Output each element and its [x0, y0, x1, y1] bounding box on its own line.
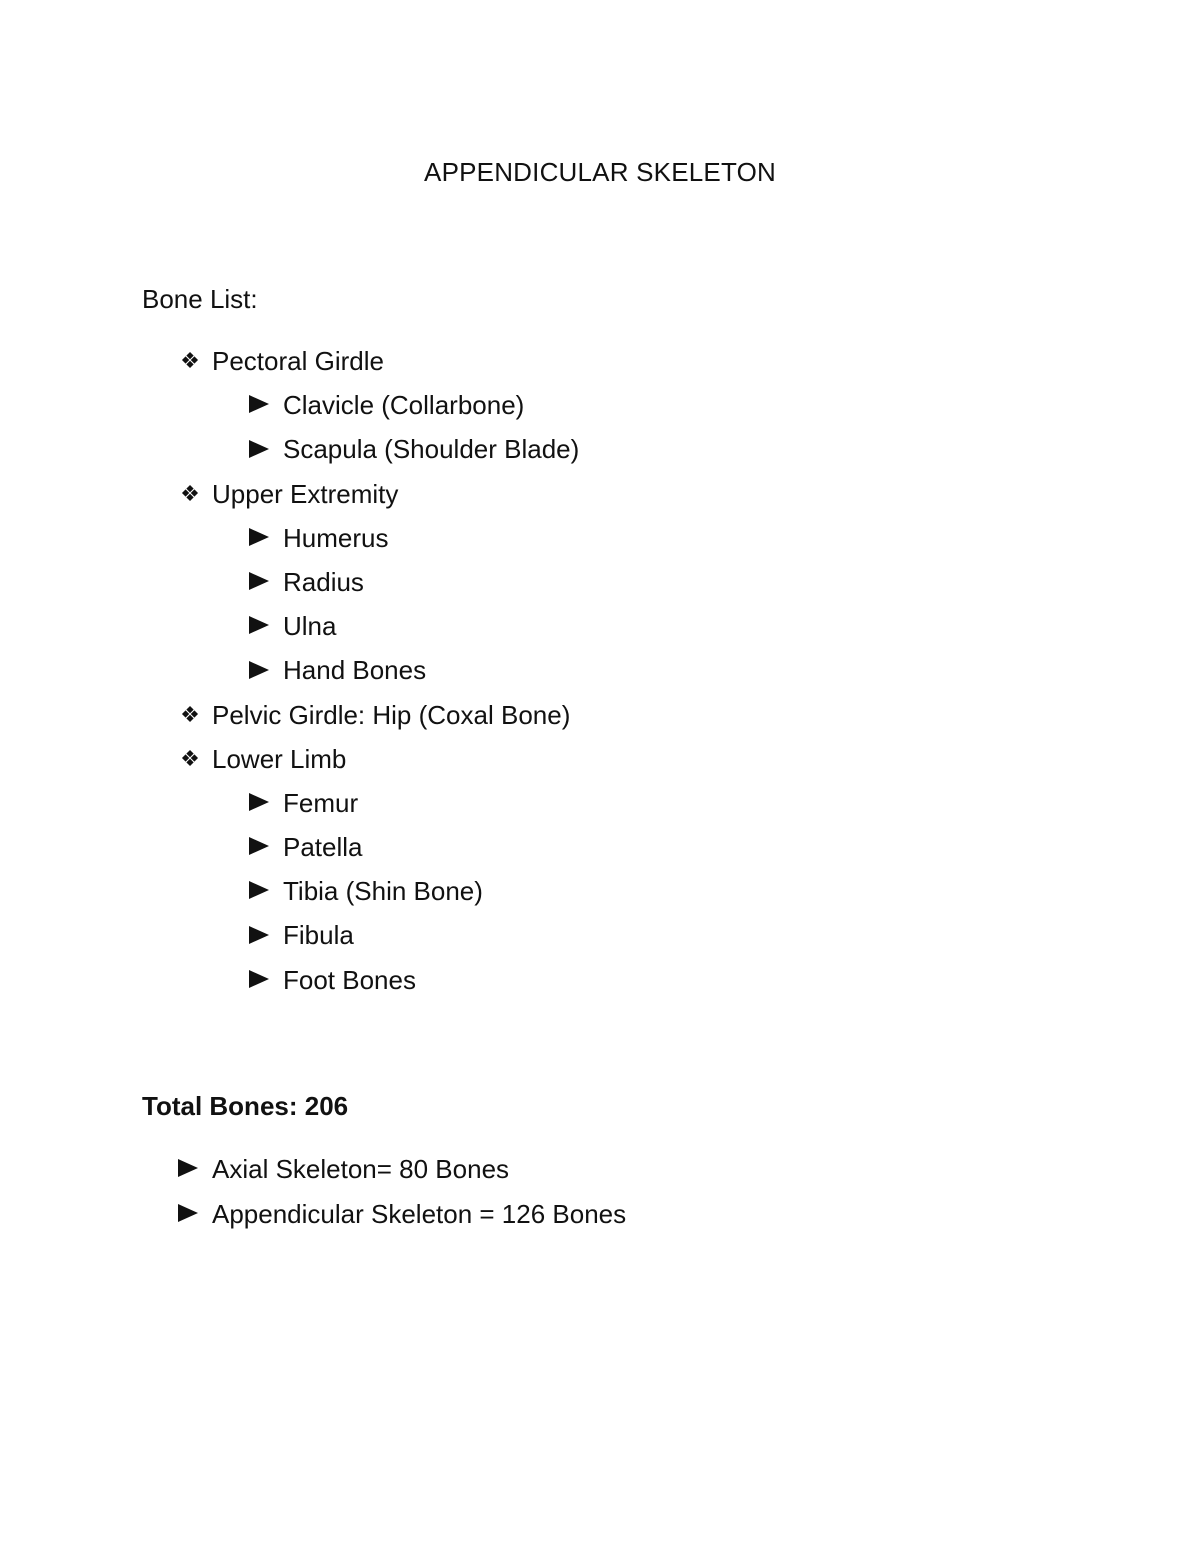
totals-list — [0, 1151, 1200, 1241]
list-item-text: Scapula (Shoulder Blade) — [283, 434, 580, 465]
list-item-pelvic-girdle — [0, 697, 1200, 741]
list-item-appendicular-skeleton — [0, 1196, 1200, 1241]
list-item-text: Hand Bones — [283, 655, 427, 686]
arrow-bullet-icon — [245, 431, 273, 467]
list-item-text: Lower Limb — [212, 743, 347, 774]
list-item-fibula — [0, 917, 1200, 961]
list-item-lower-limb — [0, 741, 1200, 785]
arrow-bullet-icon — [245, 785, 273, 821]
list-item-pectoral-girdle — [0, 343, 1200, 387]
list-item-humerus — [0, 520, 1200, 564]
list-item-text: Axial Skeleton= 80 Bones — [212, 1154, 510, 1184]
list-item-tibia — [0, 873, 1200, 917]
arrow-bullet-icon — [245, 652, 273, 688]
list-item-clavicle — [0, 387, 1200, 431]
arrow-bullet-icon — [245, 608, 273, 644]
diamond-bullet-icon: ❖ — [180, 480, 200, 506]
list-item-text: Pelvic Girdle: Hip (Coxal Bone) — [212, 699, 571, 730]
list-item-axial-skeleton — [0, 1151, 1200, 1196]
list-item-text: Fibula — [283, 920, 354, 951]
list-item-text: Pectoral Girdle — [212, 346, 384, 376]
list-item-upper-extremity — [0, 476, 1200, 520]
list-item-text: Femur — [283, 787, 359, 818]
list-item-patella — [0, 829, 1200, 873]
bone-outline-list — [0, 343, 1200, 1006]
list-item-femur — [0, 785, 1200, 829]
list-item-scapula — [0, 431, 1200, 475]
list-item-text: Upper Extremity — [212, 478, 399, 509]
list-item-radius — [0, 564, 1200, 608]
list-item-text: Radius — [283, 566, 364, 597]
list-item-text: Ulna — [283, 611, 337, 642]
arrow-bullet-icon — [245, 829, 273, 865]
list-item-text: Foot Bones — [283, 964, 416, 995]
arrow-bullet-icon — [245, 962, 273, 998]
arrow-bullet-icon — [245, 564, 273, 600]
arrow-bullet-icon — [245, 917, 273, 953]
diamond-bullet-icon: ❖ — [180, 745, 200, 771]
diamond-bullet-icon: ❖ — [180, 701, 200, 727]
diamond-bullet-icon: ❖ — [180, 348, 200, 373]
arrow-bullet-icon — [174, 1196, 202, 1232]
list-item-text: Patella — [283, 832, 363, 863]
total-bones-heading: Total Bones: 206 — [142, 1091, 349, 1121]
list-item-text: Tibia (Shin Bone) — [283, 876, 483, 907]
bone-list-label: Bone List: — [142, 284, 258, 314]
list-item-text: Appendicular Skeleton = 126 Bones — [212, 1199, 627, 1229]
list-item-foot-bones — [0, 962, 1200, 1006]
arrow-bullet-icon — [245, 873, 273, 909]
page-title: APPENDICULAR SKELETON — [424, 157, 776, 187]
arrow-bullet-icon — [245, 520, 273, 556]
arrow-bullet-icon — [174, 1151, 202, 1187]
arrow-bullet-icon — [245, 387, 273, 423]
list-item-text: Clavicle (Collarbone) — [283, 390, 525, 421]
list-item-ulna — [0, 608, 1200, 652]
list-item-hand-bones — [0, 652, 1200, 696]
list-item-text: Humerus — [283, 522, 389, 553]
